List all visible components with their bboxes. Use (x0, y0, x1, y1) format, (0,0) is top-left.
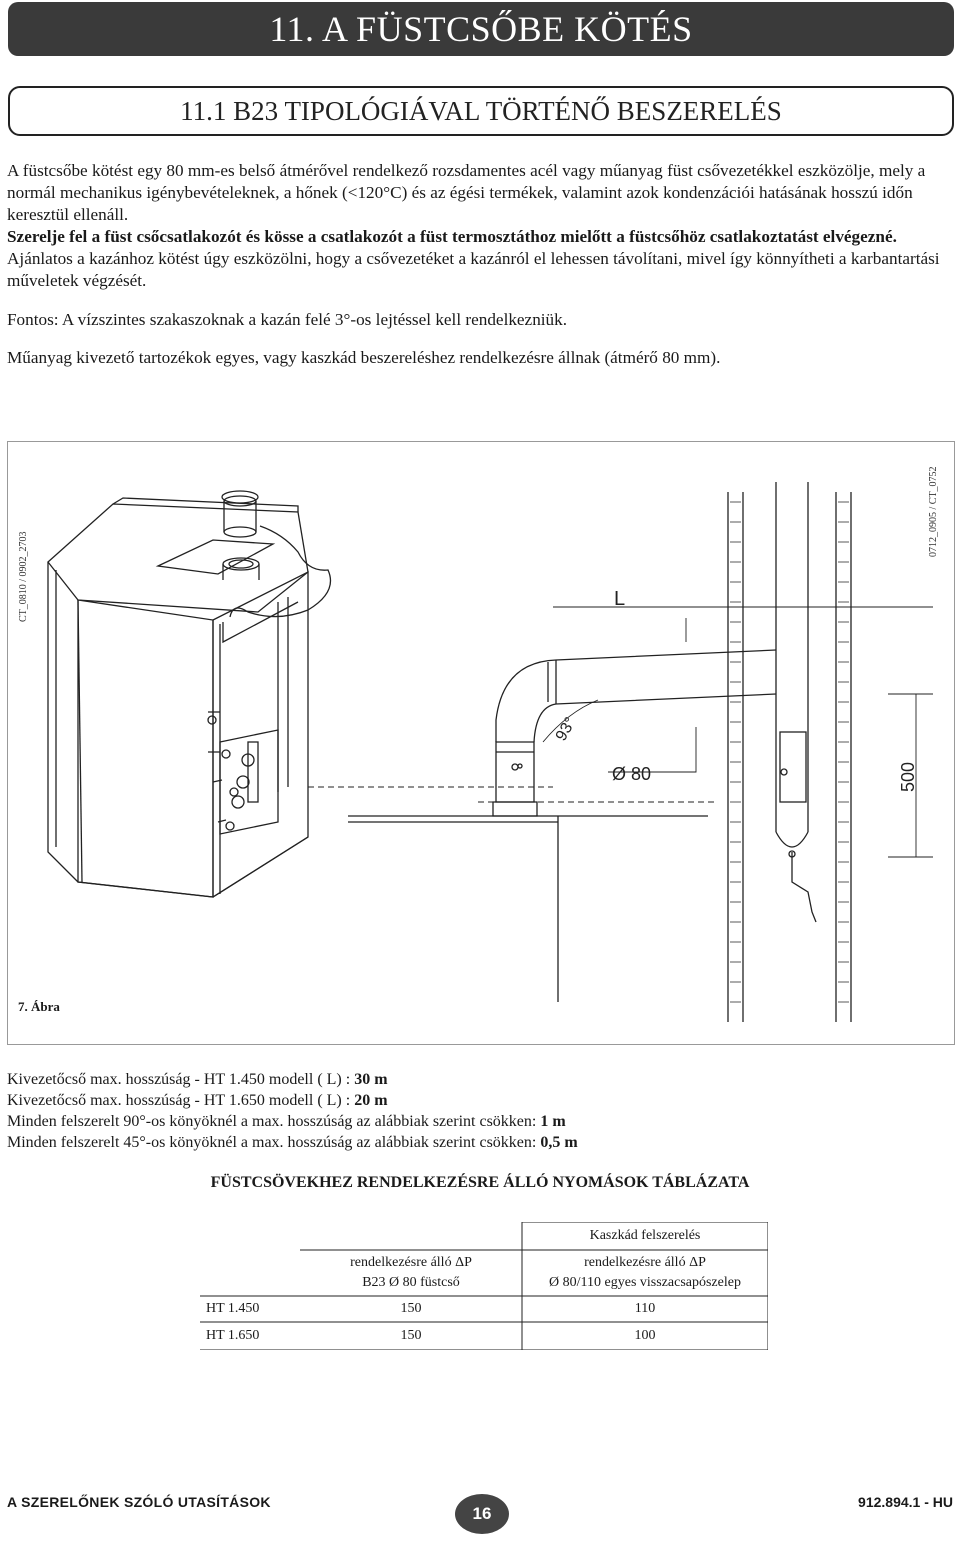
header-line: Ø 80/110 egyes visszacsapószelep (549, 1275, 741, 1290)
spec-value: 20 m (354, 1092, 388, 1109)
intro-paragraph-5: Műanyag kivezető tartozékok egyes, vagy kaszkád beszereléshez rendelkezésre állnak (átmérő 80 mm). (7, 348, 721, 367)
table-cell-cascade: 100 (634, 1328, 656, 1343)
label-height: 500 (898, 761, 918, 792)
header-line: rendelkezésre álló ΔP (350, 1255, 472, 1270)
figure-7 (7, 441, 955, 1045)
table-title: FÜSTCSÖVEKHEZ RENDELKEZÉSRE ÁLLÓ NYOMÁSOK TÁBLÁZATA (210, 1174, 750, 1191)
table-row-model: HT 1.650 (206, 1328, 260, 1343)
spec-value: 1 m (540, 1113, 566, 1130)
figure-code-right: 0712_0905 / CT_0752 (928, 466, 939, 557)
footer-doc-code: 912.894.1 - HU (858, 1494, 953, 1510)
intro-text (7, 160, 953, 369)
table-header-b23 (300, 1250, 522, 1296)
table-group-header: Kaszkád felszerelés (589, 1228, 701, 1243)
intro-paragraph-3: Ajánlatos a kazánhoz kötést úgy eszközölni, hogy a csővezetéket a kazánról el lehessen távolítani, mivel így könnyítheti a karbantartási műveletek végzését. (7, 249, 940, 290)
header-line: rendelkezésre álló ΔP (584, 1255, 706, 1270)
table-cell-cascade: 110 (634, 1301, 656, 1316)
spec-text: Minden felszerelt 90°-os könyöknél a max. hosszúság az alábbiak szerint csökken: (7, 1113, 541, 1130)
figure-caption: 7. Ábra (18, 999, 60, 1014)
intro-paragraph-4: Fontos: A vízszintes szakaszoknak a kazán felé 3°-os lejtéssel kell rendelkezniük. (7, 310, 568, 329)
label-angle: 93° (552, 714, 580, 744)
boiler-drawing (48, 491, 331, 897)
chapter-title-bar (8, 2, 954, 56)
spec-value: 0,5 m (540, 1134, 578, 1151)
label-L: L (614, 588, 626, 610)
spec-text: Kivezetőcső max. hosszúság - HT 1.450 modell ( L) : (7, 1071, 355, 1088)
page-number: 16 (455, 1494, 509, 1534)
table-header-cascade (522, 1250, 768, 1296)
header-line: B23 Ø 80 füstcső (362, 1275, 460, 1290)
spec-text: Minden felszerelt 45°-os könyöknél a max. hosszúság az alábbiak szerint csökken: (7, 1134, 541, 1151)
spec-line (7, 1111, 578, 1132)
footer-left: A SZERELŐNEK SZÓLÓ UTASÍTÁSOK (7, 1494, 271, 1510)
spec-value: 30 m (354, 1071, 388, 1088)
spec-line (7, 1132, 578, 1153)
flue-diagram (308, 482, 933, 1022)
chapter-title: 11. A FÜSTCSŐBE KÖTÉS (269, 9, 693, 49)
installation-diagram (8, 442, 954, 1044)
table-cell-b23: 150 (400, 1328, 422, 1343)
spec-text: Kivezetőcső max. hosszúság - HT 1.650 modell ( L) : (7, 1092, 355, 1109)
spec-list (7, 1069, 578, 1153)
table-cell-b23: 150 (400, 1301, 422, 1316)
table-row-model: HT 1.450 (206, 1301, 260, 1316)
spec-line (7, 1090, 578, 1111)
pressure-table (200, 1222, 768, 1350)
intro-paragraph-1: A füstcsőbe kötést egy 80 mm-es belső átmérővel rendelkező rozsdamentes acél vagy műanyag füst csővezetékkel eszközölje, mely a normál mechanikus igénybevételeknek, a hőnek (<120°C) és az égési termékek, valamint azok kondenzációi hatásának hosszú időn keresztül ellenáll. (7, 161, 926, 224)
figure-code-left: CT_0810 / 0902_2703 (18, 531, 29, 622)
section-title-box (8, 86, 954, 136)
intro-paragraph-2-bold: Szerelje fel a füst csőcsatlakozót és kösse a csatlakozót a füst termosztáthoz mielőtt a füstcsőhöz csatlakoztatást elvégezné. (7, 227, 897, 246)
spec-line (7, 1069, 578, 1090)
label-diameter: Ø 80 (612, 764, 652, 784)
section-title: 11.1 B23 TIPOLÓGIÁVAL TÖRTÉNŐ BESZERELÉS (180, 95, 782, 126)
